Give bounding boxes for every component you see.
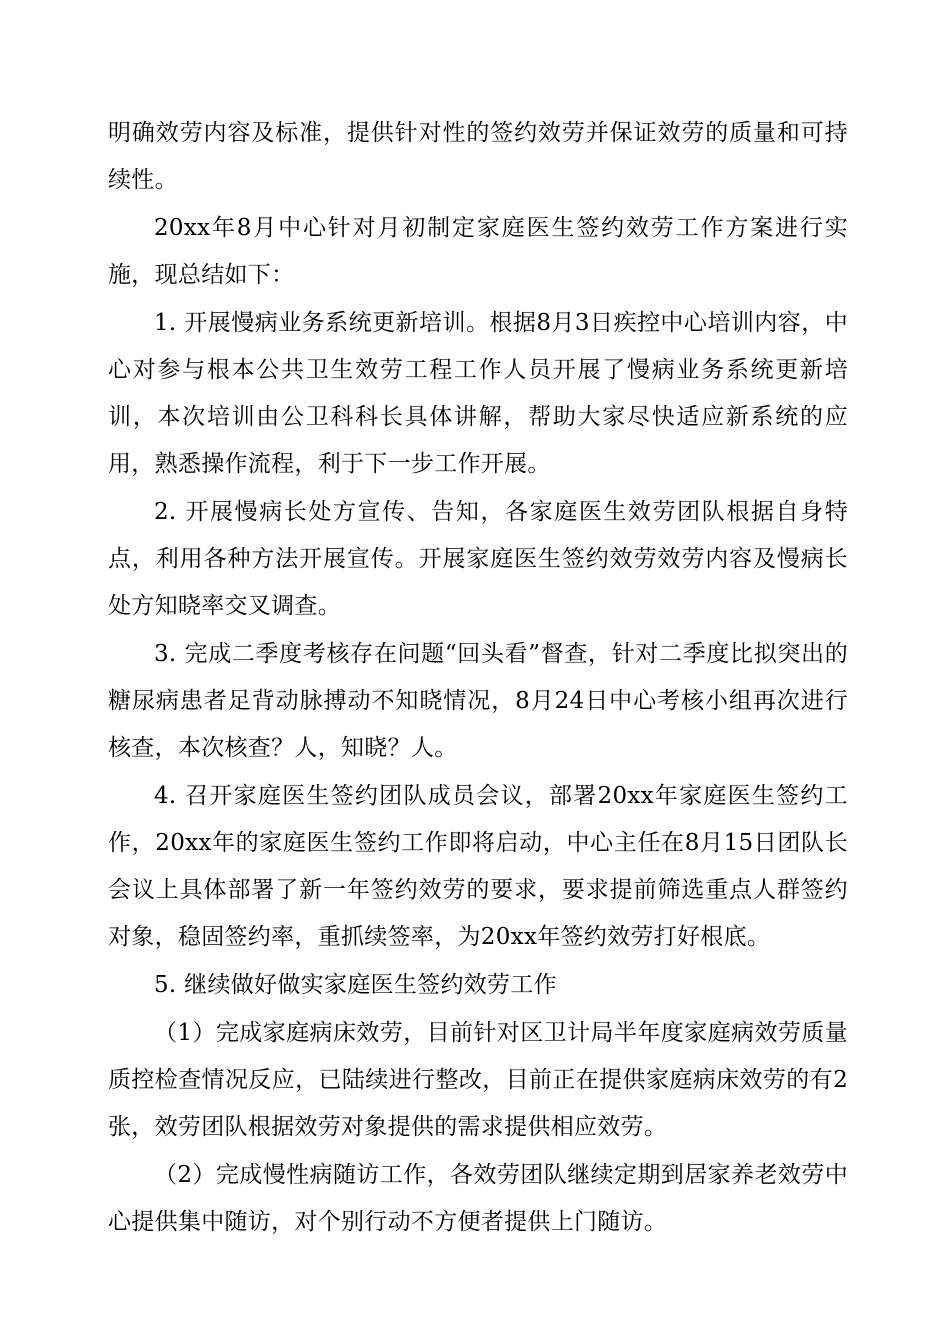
- paragraph-item-2: 2. 开展慢病长处方宣传、告知，各家庭医生效劳团队根据自身特点，利用各种方法开展宣传。开展家庭医生签约效劳效劳内容及慢病长处方知晓率交叉调查。: [108, 499, 848, 619]
- paragraph-subitem-1: （1）完成家庭病床效劳，目前针对区卫计局半年度家庭病效劳质量质控检查情况反应，已陆续进行整改，目前正在提供家庭病床效劳的有2张，效劳团队根据效劳对象提供的需求提供相应效劳。: [108, 1020, 848, 1140]
- paragraph-subitem-2: （2）完成慢性病随访工作，各效劳团队继续定期到居家养老效劳中心提供集中随访，对个别行动不方便者提供上门随访。: [108, 1162, 848, 1235]
- paragraph-item-4: 4. 召开家庭医生签约团队成员会议，部署20xx年家庭医生签约工作，20xx年的家庭医生签约工作即将启动，中心主任在8月15日团队长会议上具体部署了新一年签约效劳的要求，要求提前筛选重点人群签约对象，稳固签约率，重抓续签率，为20xx年签约效劳打好根底。: [108, 783, 848, 950]
- document-body: [108, 110, 848, 1247]
- paragraph-intro: 20xx年8月中心针对月初制定家庭医生签约效劳工作方案进行实施，现总结如下：: [108, 215, 848, 288]
- paragraph-item-1: 1. 开展慢病业务系统更新培训。根据8月3日疾控中心培训内容，中心对参与根本公共卫生效劳工程工作人员开展了慢病业务系统更新培训，本次培训由公卫科科长具体讲解，帮助大家尽快适应新系统的应用，熟悉操作流程，利于下一步工作开展。: [108, 310, 848, 477]
- paragraph-continuation: 明确效劳内容及标准，提供针对性的签约效劳并保证效劳的质量和可持续性。: [108, 120, 848, 193]
- paragraph-item-5: 5. 继续做好做实家庭医生签约效劳工作: [154, 972, 557, 998]
- paragraph-item-3: 3. 完成二季度考核存在问题“回头看”督查，针对二季度比拟突出的糖尿病患者足背动脉搏动不知晓情况，8月24日中心考核小组再次进行核查，本次核查？人，知晓？人。: [108, 641, 848, 761]
